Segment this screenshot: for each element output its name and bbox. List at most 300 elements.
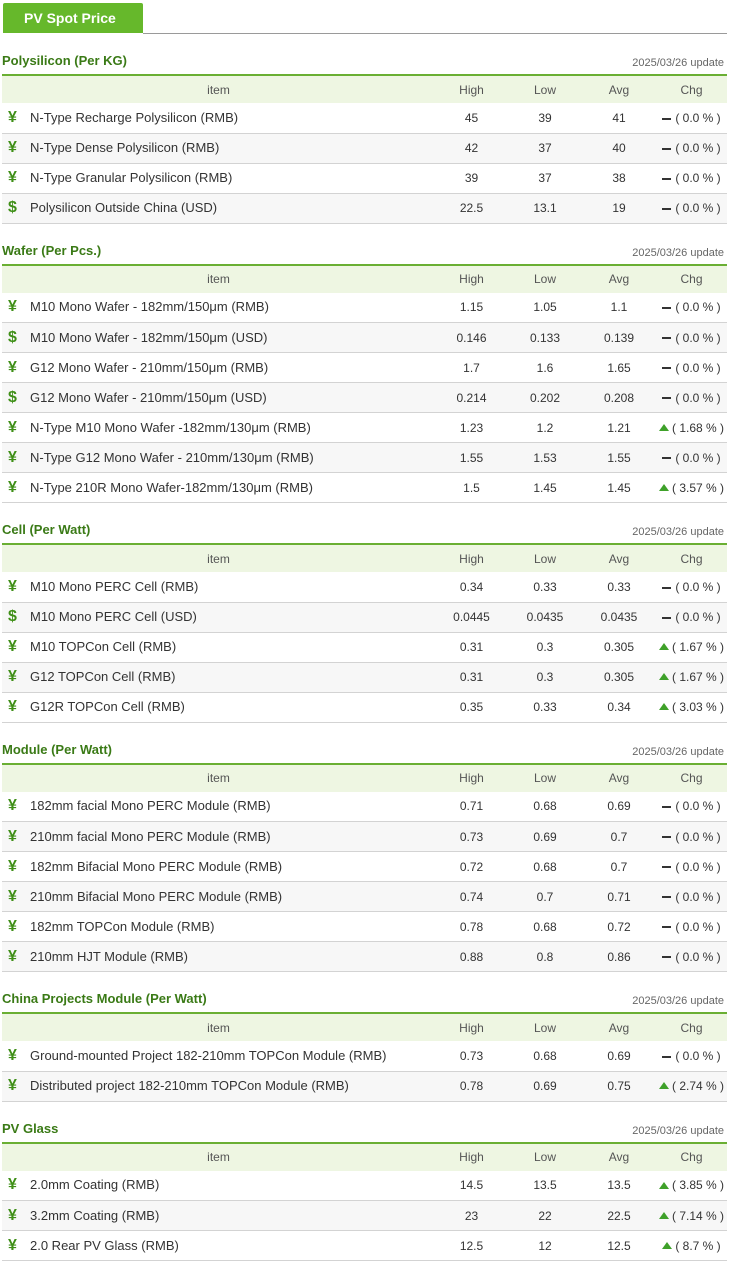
section-update-date: 2025/03/26 update	[632, 526, 724, 538]
no-change-dash-icon	[662, 866, 671, 868]
item-cell	[2, 692, 435, 722]
table-row[interactable]	[2, 193, 727, 223]
table-row[interactable]	[2, 293, 727, 323]
item-label[interactable]: 2.0 Rear PV Glass (RMB)	[30, 1237, 179, 1253]
section-header	[2, 1102, 727, 1142]
column-header-low: Low	[508, 75, 582, 103]
chg-value: ( 1.67 % )	[671, 640, 725, 654]
item-label[interactable]: 182mm TOPCon Module (RMB)	[30, 918, 215, 934]
item-cell	[2, 473, 435, 503]
high-cell: 0.31	[459, 670, 484, 684]
avg-cell: 38	[612, 171, 626, 185]
price-section	[2, 503, 727, 723]
chg-value: ( 8.7 % )	[675, 1238, 721, 1253]
low-cell: 0.33	[533, 579, 557, 594]
chg-value: ( 1.68 % )	[671, 420, 725, 435]
no-change-dash-icon	[662, 956, 671, 958]
low-cell: 1.2	[536, 420, 554, 435]
chg-cell	[656, 1041, 727, 1071]
table-row[interactable]	[2, 353, 727, 383]
avg-cell: 0.75	[607, 1079, 631, 1093]
low-cell: 0.68	[533, 859, 557, 874]
column-header-low: Low	[508, 265, 582, 293]
low-cell: 0.3	[536, 640, 554, 654]
item-cell	[2, 413, 435, 443]
high-cell: 1.55	[459, 450, 484, 465]
item-cell	[2, 103, 435, 133]
avg-cell: 0.208	[603, 390, 635, 405]
high-cell: 0.72	[459, 859, 484, 874]
table-row[interactable]	[2, 632, 727, 662]
chg-cell	[656, 602, 727, 632]
table-row[interactable]	[2, 1071, 727, 1101]
tab-pv-spot-price[interactable]: PV Spot Price	[3, 3, 143, 33]
table-row[interactable]	[2, 692, 727, 722]
item-label[interactable]: N-Type 210R Mono Wafer-182mm/130μm (RMB)	[30, 479, 313, 495]
chg-value: ( 0.0 % )	[675, 799, 721, 814]
item-cell	[2, 323, 435, 353]
section-header	[2, 503, 727, 543]
item-label[interactable]: 2.0mm Coating (RMB)	[30, 1177, 160, 1193]
top-bar	[0, 0, 736, 34]
low-cell: 0.0435	[526, 610, 564, 624]
high-cell: 0.35	[459, 700, 484, 714]
column-header-avg: Avg	[582, 265, 656, 293]
table-row[interactable]	[2, 1201, 727, 1231]
price-table	[2, 763, 727, 973]
item-cell	[2, 792, 435, 822]
chg-value: ( 3.85 % )	[671, 1178, 725, 1193]
item-cell	[2, 1071, 435, 1101]
column-header-avg: Avg	[582, 1013, 656, 1041]
item-label[interactable]: G12 TOPCon Cell (RMB)	[30, 669, 176, 684]
avg-cell: 0.7	[610, 829, 628, 844]
item-label[interactable]: 210mm facial Mono PERC Module (RMB)	[30, 828, 271, 844]
section-update-date: 2025/03/26 update	[632, 745, 724, 758]
no-change-dash-icon	[662, 148, 671, 150]
yen-icon: ¥	[8, 1046, 17, 1064]
no-change-dash-icon	[662, 178, 671, 180]
yen-icon: ¥	[8, 668, 17, 685]
price-section	[2, 34, 727, 224]
item-label[interactable]: 210mm Bifacial Mono PERC Module (RMB)	[30, 888, 283, 904]
item-cell	[2, 572, 435, 602]
chg-cell	[656, 822, 727, 852]
yen-icon: ¥	[8, 1077, 17, 1094]
low-cell: 1.45	[533, 480, 557, 495]
chg-value: ( 0.0 % )	[675, 1048, 721, 1063]
item-cell	[2, 662, 435, 692]
yen-icon: ¥	[8, 827, 17, 845]
item-label[interactable]: N-Type M10 Mono Wafer -182mm/130μm (RMB)	[30, 419, 311, 435]
price-section	[2, 972, 727, 1102]
item-cell	[2, 353, 435, 383]
low-cell: 39	[538, 110, 552, 125]
item-label[interactable]: 182mm Bifacial Mono PERC Module (RMB)	[30, 858, 283, 874]
column-header-chg: Chg	[656, 544, 727, 572]
yen-icon: ¥	[8, 1206, 17, 1224]
chg-cell	[656, 662, 727, 692]
chg-value: ( 0.0 % )	[675, 829, 721, 844]
chg-cell	[656, 383, 727, 413]
no-change-dash-icon	[662, 806, 671, 808]
avg-cell: 1.45	[607, 480, 631, 495]
item-label[interactable]: G12 Mono Wafer - 210mm/150μm (RMB)	[30, 359, 269, 375]
avg-cell: 40	[612, 141, 626, 155]
low-cell: 0.8	[536, 949, 554, 964]
column-header-avg: Avg	[582, 75, 656, 103]
dollar-icon: $	[8, 199, 17, 216]
table-row[interactable]	[2, 163, 727, 193]
column-header-item: item	[2, 544, 435, 572]
high-cell: 1.23	[459, 420, 484, 435]
table-row[interactable]	[2, 323, 727, 353]
avg-cell: 0.139	[603, 330, 635, 345]
high-cell: 0.34	[459, 579, 484, 594]
chg-value: ( 0.0 % )	[675, 171, 721, 185]
price-table	[2, 264, 727, 504]
section-title: Module (Per Watt)	[2, 741, 113, 757]
item-label[interactable]: M10 Mono PERC Cell (RMB)	[30, 578, 199, 594]
avg-cell: 0.305	[603, 670, 635, 684]
high-cell: 0.78	[459, 1079, 484, 1093]
table-row[interactable]	[2, 822, 727, 852]
column-header-chg: Chg	[656, 764, 727, 792]
no-change-dash-icon	[662, 617, 671, 619]
chg-value: ( 0.0 % )	[675, 949, 721, 964]
no-change-dash-icon	[662, 397, 671, 399]
avg-cell: 1.65	[607, 360, 631, 375]
chg-value: ( 0.0 % )	[675, 610, 721, 624]
item-cell	[2, 1231, 435, 1261]
high-cell: 12.5	[459, 1238, 484, 1253]
table-header-row	[2, 1013, 727, 1041]
chg-cell	[656, 852, 727, 882]
column-header-high: High	[435, 265, 508, 293]
high-cell: 23	[464, 1208, 479, 1223]
table-row[interactable]	[2, 413, 727, 443]
table-header-row	[2, 544, 727, 572]
yen-icon: ¥	[8, 478, 17, 496]
table-header-row	[2, 265, 727, 293]
avg-cell: 1.55	[607, 450, 631, 465]
column-header-low: Low	[508, 1143, 582, 1171]
item-label[interactable]: N-Type Dense Polysilicon (RMB)	[30, 140, 220, 155]
avg-cell: 41	[612, 110, 626, 125]
table-row[interactable]	[2, 473, 727, 503]
section-title: China Projects Module (Per Watt)	[2, 991, 207, 1006]
item-label[interactable]: G12R TOPCon Cell (RMB)	[30, 699, 185, 714]
column-header-avg: Avg	[582, 544, 656, 572]
chg-value: ( 1.67 % )	[671, 670, 725, 684]
table-header-row	[2, 1143, 727, 1171]
no-change-dash-icon	[662, 208, 671, 210]
table-row[interactable]	[2, 443, 727, 473]
column-header-chg: Chg	[656, 1143, 727, 1171]
item-label[interactable]: M10 Mono PERC Cell (USD)	[30, 609, 197, 624]
low-cell: 0.7	[536, 889, 554, 904]
chg-value: ( 0.0 % )	[675, 330, 721, 345]
item-cell	[2, 443, 435, 473]
high-cell: 0.88	[459, 949, 484, 964]
item-label[interactable]: 3.2mm Coating (RMB)	[30, 1207, 160, 1223]
no-change-dash-icon	[662, 1056, 671, 1058]
column-header-item: item	[2, 75, 435, 103]
table-row[interactable]	[2, 1171, 727, 1201]
table-row[interactable]	[2, 912, 727, 942]
low-cell: 22	[538, 1208, 552, 1223]
price-section	[2, 723, 727, 973]
column-header-low: Low	[508, 764, 582, 792]
no-change-dash-icon	[662, 307, 671, 309]
dollar-icon: $	[8, 328, 17, 346]
price-table	[2, 1012, 727, 1102]
item-cell	[2, 882, 435, 912]
low-cell: 0.69	[533, 829, 557, 844]
chg-value: ( 2.74 % )	[671, 1079, 725, 1093]
item-label[interactable]: M10 Mono Wafer - 182mm/150μm (RMB)	[30, 299, 269, 315]
yen-icon: ¥	[8, 947, 17, 965]
avg-cell: 0.86	[607, 949, 631, 964]
table-row[interactable]	[2, 602, 727, 632]
chg-cell	[656, 912, 727, 942]
chg-value: ( 0.0 % )	[675, 141, 721, 155]
chg-value: ( 7.14 % )	[671, 1208, 725, 1223]
no-change-dash-icon	[662, 118, 671, 120]
chg-cell	[656, 103, 727, 133]
yen-icon: ¥	[8, 638, 17, 655]
chg-value: ( 0.0 % )	[675, 579, 721, 594]
avg-cell: 0.34	[607, 700, 631, 714]
avg-cell: 0.0435	[600, 610, 638, 624]
low-cell: 0.33	[533, 700, 557, 714]
high-cell: 22.5	[459, 201, 484, 215]
table-row[interactable]	[2, 1041, 727, 1071]
high-cell: 0.31	[459, 640, 484, 654]
yen-icon: ¥	[8, 1176, 17, 1194]
up-arrow-icon	[659, 673, 669, 680]
up-arrow-icon	[659, 1182, 669, 1189]
yen-icon: ¥	[8, 857, 17, 875]
item-cell	[2, 912, 435, 942]
dollar-icon: $	[8, 608, 17, 625]
no-change-dash-icon	[662, 367, 671, 369]
high-cell: 0.0445	[453, 610, 490, 624]
yen-icon: ¥	[8, 577, 17, 595]
item-label[interactable]: N-Type G12 Mono Wafer - 210mm/130μm (RMB)	[30, 449, 314, 465]
column-header-chg: Chg	[656, 265, 727, 293]
table-row[interactable]	[2, 103, 727, 133]
column-header-item: item	[2, 265, 435, 293]
chg-cell	[656, 942, 727, 972]
avg-cell: 1.21	[607, 420, 631, 435]
chg-value: ( 0.0 % )	[675, 889, 721, 904]
section-title: Polysilicon (Per KG)	[2, 53, 127, 68]
chg-cell	[656, 572, 727, 602]
price-sections	[0, 34, 736, 1261]
item-label[interactable]: Distributed project 182-210mm TOPCon Module (RMB)	[30, 1078, 349, 1093]
chg-cell	[656, 163, 727, 193]
low-cell: 0.68	[533, 919, 557, 934]
item-cell	[2, 293, 435, 323]
table-row[interactable]	[2, 1231, 727, 1261]
table-row[interactable]	[2, 882, 727, 912]
section-title: PV Glass	[2, 1120, 59, 1136]
low-cell: 0.69	[533, 1079, 557, 1093]
low-cell: 0.202	[529, 390, 561, 405]
item-cell	[2, 822, 435, 852]
table-row[interactable]	[2, 572, 727, 602]
item-cell	[2, 852, 435, 882]
chg-value: ( 0.0 % )	[675, 201, 721, 215]
avg-cell: 0.7	[610, 859, 628, 874]
column-header-high: High	[435, 544, 508, 572]
low-cell: 1.05	[533, 300, 557, 315]
no-change-dash-icon	[662, 896, 671, 898]
column-header-item: item	[2, 764, 435, 792]
chg-cell	[656, 882, 727, 912]
low-cell: 37	[538, 171, 552, 185]
item-label[interactable]: M10 Mono Wafer - 182mm/150μm (USD)	[30, 329, 268, 345]
avg-cell: 1.1	[610, 300, 628, 315]
up-arrow-icon	[659, 643, 669, 650]
avg-cell: 13.5	[607, 1178, 631, 1193]
up-arrow-icon	[659, 1212, 669, 1219]
table-header-row	[2, 764, 727, 792]
chg-value: ( 0.0 % )	[675, 450, 721, 465]
item-label[interactable]: G12 Mono Wafer - 210mm/150μm (USD)	[30, 389, 267, 405]
up-arrow-icon	[659, 484, 669, 491]
yen-icon: ¥	[8, 169, 17, 186]
high-cell: 42	[464, 141, 479, 155]
chg-cell	[656, 293, 727, 323]
no-change-dash-icon	[662, 457, 671, 459]
high-cell: 0.214	[456, 390, 487, 405]
high-cell: 45	[464, 110, 479, 125]
chg-cell	[656, 473, 727, 503]
item-cell	[2, 1041, 435, 1071]
up-arrow-icon	[659, 424, 669, 431]
low-cell: 0.68	[533, 1048, 557, 1063]
high-cell: 1.7	[463, 360, 480, 375]
chg-cell	[656, 792, 727, 822]
yen-icon: ¥	[8, 887, 17, 905]
column-header-high: High	[435, 1143, 508, 1171]
item-label[interactable]: N-Type Granular Polysilicon (RMB)	[30, 170, 233, 185]
price-section	[2, 224, 727, 504]
item-cell	[2, 632, 435, 662]
avg-cell: 0.305	[603, 640, 635, 654]
section-update-date: 2025/03/26 update	[632, 1124, 724, 1137]
high-cell: 39	[464, 171, 479, 185]
item-cell	[2, 193, 435, 223]
item-label[interactable]: 210mm HJT Module (RMB)	[30, 948, 188, 964]
table-header-row	[2, 75, 727, 103]
item-label[interactable]: 182mm facial Mono PERC Module (RMB)	[30, 798, 271, 814]
low-cell: 1.6	[536, 360, 554, 375]
table-row[interactable]	[2, 942, 727, 972]
avg-cell: 12.5	[607, 1238, 631, 1253]
high-cell: 0.74	[459, 889, 484, 904]
high-cell: 1.5	[463, 480, 480, 495]
column-header-chg: Chg	[656, 75, 727, 103]
chg-cell	[656, 1071, 727, 1101]
table-row[interactable]	[2, 662, 727, 692]
item-label[interactable]: Polysilicon Outside China (USD)	[30, 200, 218, 215]
chg-cell	[656, 632, 727, 662]
chg-cell	[656, 413, 727, 443]
table-row[interactable]	[2, 792, 727, 822]
yen-icon: ¥	[8, 917, 17, 935]
section-update-date: 2025/03/26 update	[632, 246, 724, 259]
up-arrow-icon	[659, 703, 669, 710]
avg-cell: 0.69	[607, 1048, 631, 1063]
chg-cell	[656, 323, 727, 353]
high-cell: 0.71	[459, 799, 484, 814]
section-title: Cell (Per Watt)	[2, 522, 91, 537]
high-cell: 0.73	[459, 829, 484, 844]
section-header	[2, 224, 727, 264]
chg-value: ( 3.57 % )	[671, 480, 725, 495]
chg-value: ( 0.0 % )	[675, 360, 721, 375]
no-change-dash-icon	[662, 836, 671, 838]
table-row[interactable]	[2, 383, 727, 413]
column-header-avg: Avg	[582, 764, 656, 792]
price-table	[2, 74, 727, 224]
chg-cell	[656, 353, 727, 383]
high-cell: 0.78	[459, 919, 484, 934]
high-cell: 0.146	[456, 330, 487, 345]
chg-cell	[656, 1201, 727, 1231]
chg-value: ( 0.0 % )	[675, 110, 721, 125]
column-header-chg: Chg	[656, 1013, 727, 1041]
no-change-dash-icon	[662, 337, 671, 339]
yen-icon: ¥	[8, 418, 17, 436]
avg-cell: 0.71	[607, 889, 631, 904]
table-row[interactable]	[2, 133, 727, 163]
column-header-high: High	[435, 1013, 508, 1041]
table-row[interactable]	[2, 852, 727, 882]
low-cell: 0.3	[536, 670, 554, 684]
high-cell: 14.5	[459, 1178, 484, 1193]
item-label[interactable]: N-Type Recharge Polysilicon (RMB)	[30, 109, 239, 125]
item-label[interactable]: Ground-mounted Project 182-210mm TOPCon Module (RMB)	[30, 1047, 387, 1063]
column-header-avg: Avg	[582, 1143, 656, 1171]
item-cell	[2, 1171, 435, 1201]
yen-icon: ¥	[8, 797, 17, 815]
item-cell	[2, 163, 435, 193]
column-header-item: item	[2, 1143, 435, 1171]
yen-icon: ¥	[8, 298, 17, 316]
low-cell: 1.53	[533, 450, 557, 465]
chg-cell	[656, 1171, 727, 1201]
section-header	[2, 34, 727, 74]
item-cell	[2, 383, 435, 413]
dollar-icon: $	[8, 388, 17, 406]
low-cell: 13.5	[533, 1178, 557, 1193]
column-header-low: Low	[508, 544, 582, 572]
column-header-high: High	[435, 764, 508, 792]
yen-icon: ¥	[8, 448, 17, 466]
avg-cell: 22.5	[607, 1208, 631, 1223]
yen-icon: ¥	[8, 108, 17, 126]
high-cell: 1.15	[459, 300, 484, 315]
yen-icon: ¥	[8, 1236, 17, 1254]
low-cell: 37	[538, 141, 552, 155]
price-table	[2, 1142, 727, 1261]
low-cell: 0.68	[533, 799, 557, 814]
item-label[interactable]: M10 TOPCon Cell (RMB)	[30, 639, 177, 654]
